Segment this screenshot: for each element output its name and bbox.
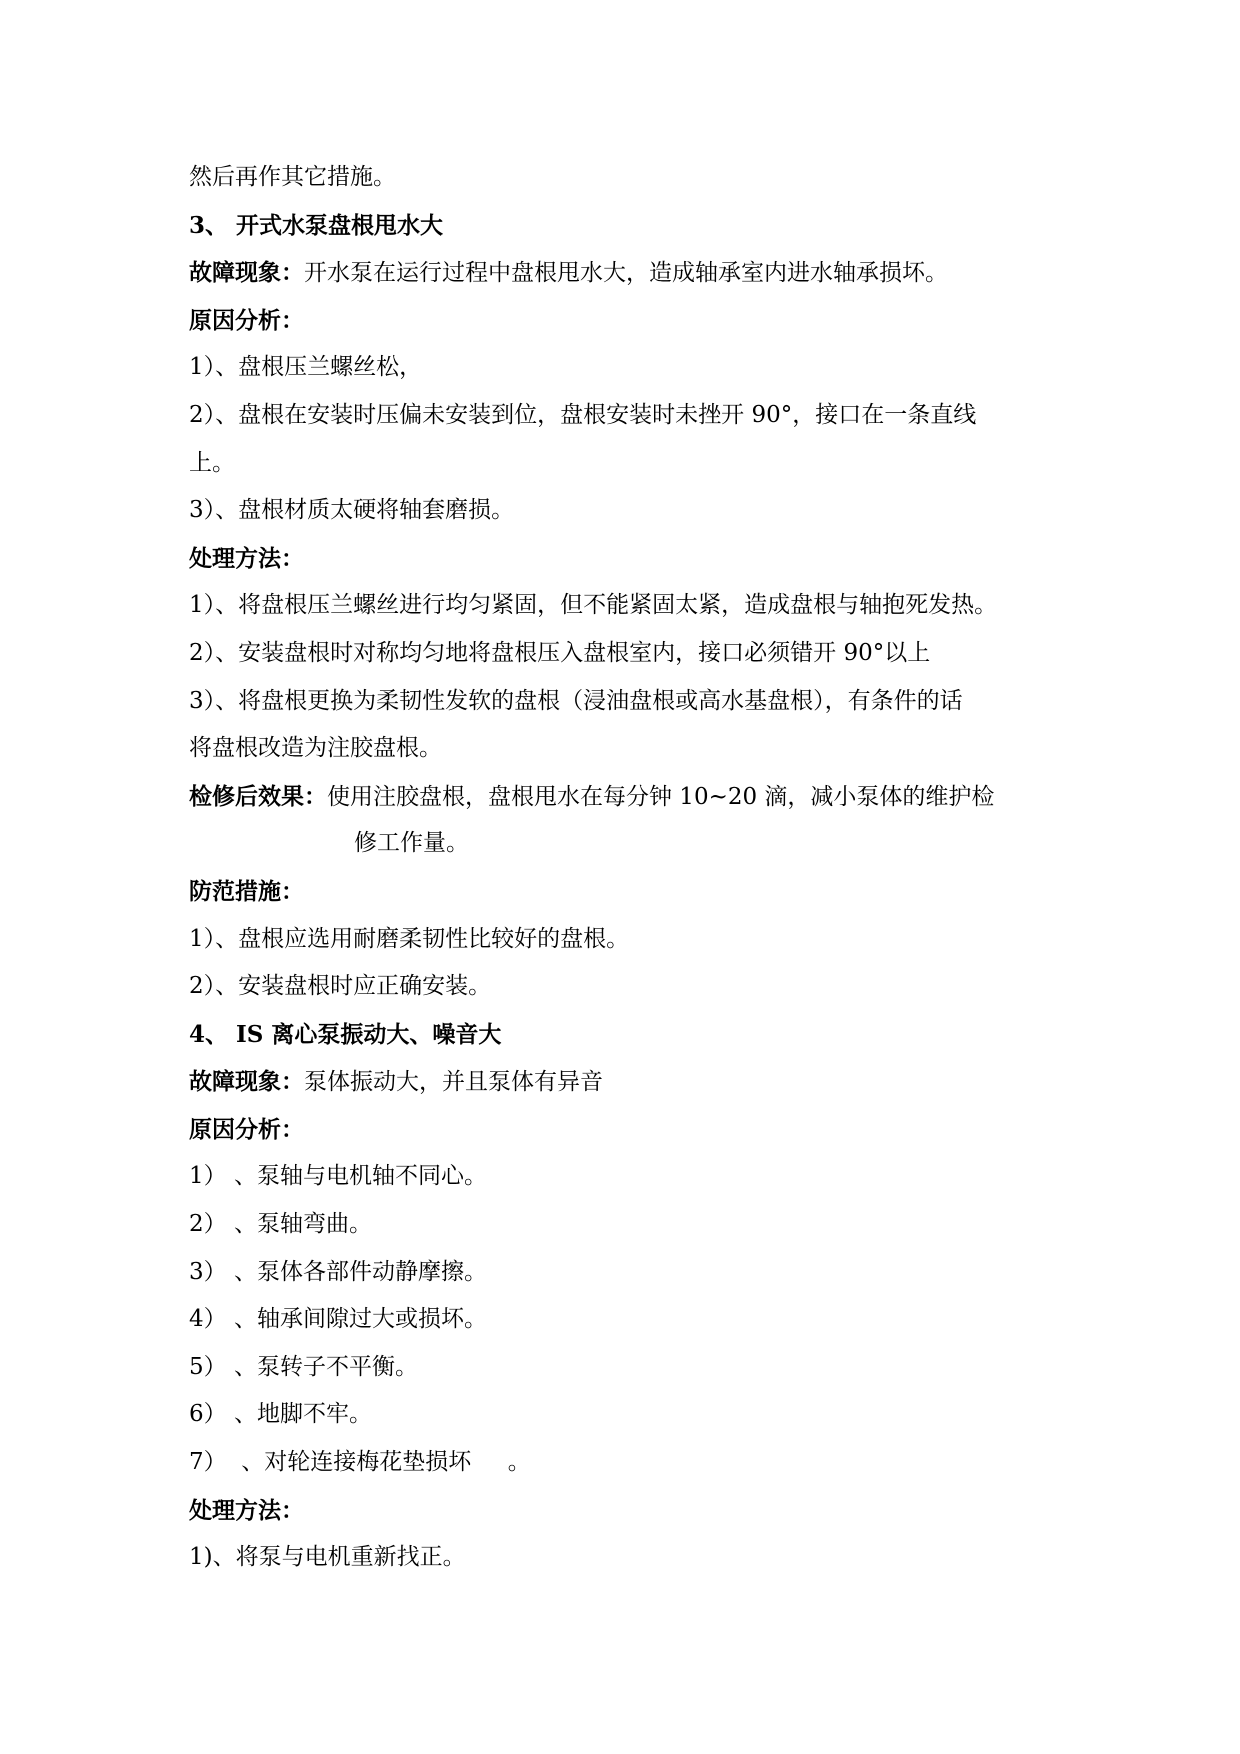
list-item: 2）、安装盘根时对称均匀地将盘根压入盘根室内，接口必须错开 90°以上 <box>189 639 931 666</box>
subsection-heading: 防范措施： <box>189 877 304 905</box>
list-item: 7） 、对轮连接梅花垫损坏 。 <box>189 1449 531 1476</box>
field-text: 泵体振动大，并且泵体有异音 <box>304 1069 603 1096</box>
fault-symptom-line <box>189 1058 1089 1106</box>
list-item: 3）、盘根材质太硬将轴套磨损。 <box>189 497 515 524</box>
section-heading: 3、 开式水泵盘根甩水大 <box>189 211 444 239</box>
list-item: 4） 、轴承间隙过大或损坏。 <box>189 1306 487 1333</box>
list-item: 5） 、泵转子不平衡。 <box>189 1353 418 1380</box>
field-label: 故障现象： <box>189 1068 304 1096</box>
field-label: 故障现象： <box>189 259 304 287</box>
list-item: 1）、盘根压兰螺丝松， <box>189 354 423 381</box>
list-item: 1） 、泵轴与电机轴不同心。 <box>189 1163 487 1190</box>
subsection-heading: 原因分析： <box>189 1115 304 1143</box>
field-label: 检修后效果： <box>189 782 327 810</box>
document-page <box>189 154 1089 1582</box>
list-item: 2） 、泵轴弯曲。 <box>189 1211 372 1238</box>
list-item: 6） 、地脚不牢。 <box>189 1401 372 1428</box>
subsection-heading: 处理方法： <box>189 544 304 572</box>
list-item-continuation: 将盘根改造为注胶盘根。 <box>189 735 442 762</box>
repair-effect-line <box>189 773 1089 821</box>
list-item: 1)、将泵与电机重新找正。 <box>189 1544 466 1571</box>
list-item: 2）、安装盘根时应正确安装。 <box>189 973 492 1000</box>
list-item: 2）、盘根在安装时压偏未安装到位，盘根安装时未挫开 90°，接口在一条直线 <box>189 401 977 428</box>
list-item: 1）、将盘根压兰螺丝进行均匀紧固，但不能紧固太紧，造成盘根与轴抱死发热。 <box>189 592 998 619</box>
fault-symptom-line <box>189 249 1089 297</box>
list-item: 3）、将盘根更换为柔韧性发软的盘根（浸油盘根或高水基盘根），有条件的话 <box>189 687 963 714</box>
list-item: 1）、盘根应选用耐磨柔韧性比较好的盘根。 <box>189 925 630 952</box>
field-text: 使用注胶盘根，盘根甩水在每分钟 10~20 滴，减小泵体的维护检 <box>327 783 995 810</box>
section-heading: 4、 IS 离心泵振动大、噪音大 <box>189 1020 502 1048</box>
text-continuation: 修工作量。 <box>354 830 469 857</box>
field-text: 开水泵在运行过程中盘根甩水大，造成轴承室内进水轴承损坏。 <box>304 260 948 287</box>
subsection-heading: 原因分析： <box>189 306 304 334</box>
text-line: 然后再作其它措施。 <box>189 164 396 190</box>
list-item-continuation: 上。 <box>189 449 235 476</box>
list-item: 3） 、泵体各部件动静摩擦。 <box>189 1258 487 1285</box>
subsection-heading: 处理方法： <box>189 1496 304 1524</box>
